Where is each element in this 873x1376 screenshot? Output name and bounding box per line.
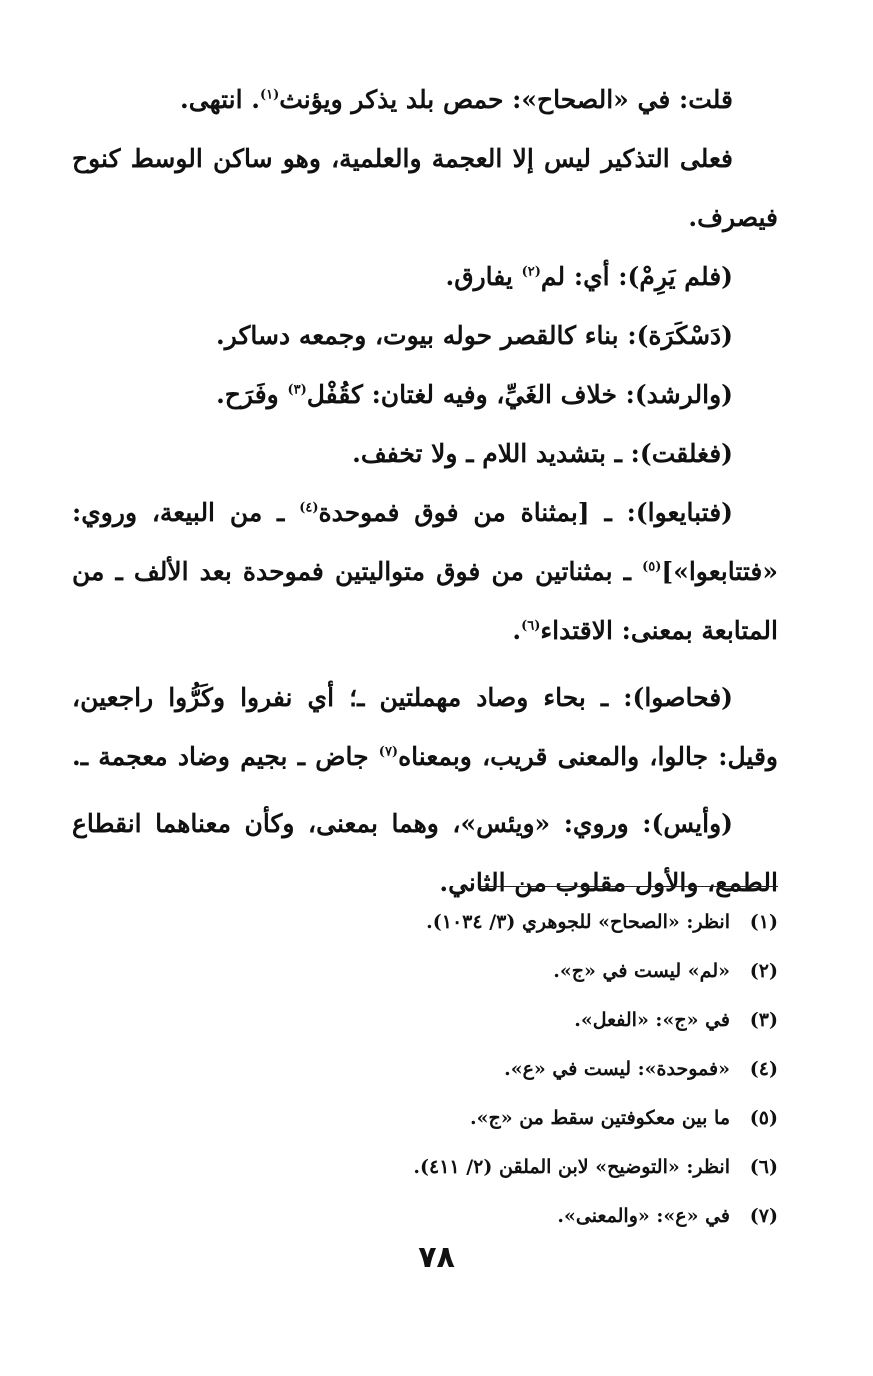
text-line [72,247,778,306]
footnote-number: (٧) [749,1205,778,1227]
text-line [72,483,778,542]
footnote [140,1143,778,1192]
footnote-number: (١) [749,911,778,933]
text-line [72,668,778,727]
footnote-text: في «ج»: «الفعل». [574,1009,730,1031]
line-text: (دَسْكَرَة): بناء كالقصر حوله بيوت، وجمعه دساكر. [216,321,733,350]
footnotes [140,898,778,1241]
footnote-marker: (٢) [521,264,541,280]
text-line [72,365,778,424]
main-text [72,70,778,912]
footnote-text: انظر: «الصحاح» للجوهري (٣/ ١٠٣٤). [426,911,730,933]
footnote-text: «لم» ليست في «ج». [553,960,730,982]
footnote-text: انظر: «التوضيح» لابن الملقن (٢/ ٤١١). [413,1156,730,1178]
text-line [72,794,778,853]
text-line [72,129,778,188]
footnote-marker: (٧) [378,744,399,760]
text-line [72,727,778,786]
line-text: الطمع، والأول مقلوب من الثاني. [439,868,778,897]
footnote-number: (٤) [749,1058,778,1080]
line-text-cont: . [512,616,522,645]
line-text-cont: . انتهى. [180,85,260,114]
footnote-number: (٦) [749,1156,778,1178]
footnote [140,1045,778,1094]
footnote-marker: (٣) [287,382,307,398]
page-number: ٧٨ [418,1240,455,1275]
line-text-cont: ـ بمثناتين من فوق متواليتين فموحدة بعد الألف ـ من [72,557,643,586]
line-text-cont: وفَرَح. [216,380,288,409]
footnote [140,996,778,1045]
footnote-marker: (٤) [299,500,319,516]
footnote-marker: (١) [259,87,280,103]
footnote-marker: (٥) [642,559,662,575]
text-line [72,70,778,129]
footnote-text: «فموحدة»: ليست في «ع». [504,1058,730,1080]
footnote-number: (٥) [749,1107,778,1129]
footnote-number: (٢) [749,960,778,982]
line-text: (وأيس): وروي: «ويئس»، وهما بمعنى، وكأن معناهما انقطاع [72,809,733,838]
line-text-cont: ـ من البيعة، وروي: [72,498,300,527]
footnote-text: في «ع»: «والمعنى». [557,1205,730,1227]
line-text: (والرشد): خلاف الغَيِّ، وفيه لغتان: كقُفْل [306,380,733,409]
paragraph-gap [72,660,778,668]
line-text-cont: جاض ـ بجيم وضاد معجمة ـ. [72,742,379,771]
line-text: وقيل: جالوا، والمعنى قريب، وبمعناه [398,742,778,771]
footnote [140,947,778,996]
line-text: «فتتابعوا»] [661,557,778,586]
footnote [140,898,778,947]
text-line [72,601,778,660]
footnote-marker: (٦) [521,618,541,634]
footnote [140,1094,778,1143]
footnote-separator [478,886,778,887]
text-line [72,542,778,601]
text-line [72,306,778,365]
line-text: فيصرف. [688,203,778,232]
footnote-text: ما بين معكوفتين سقط من «ج». [469,1107,730,1129]
line-text: قلت: في «الصحاح»: حمص بلد يذكر ويؤنث [279,85,733,114]
line-text: (فغلقت): ـ بتشديد اللام ـ ولا تخفف. [352,439,733,468]
text-line [72,188,778,247]
line-text-cont: يفارق. [445,262,522,291]
text-line [72,424,778,483]
line-text: (فلم يَرِمْ): أي: لم [540,262,733,291]
line-text: (فتبايعوا): ـ [بمثناة من فوق فموحدة [318,498,733,527]
line-text: (فحاصوا): ـ بحاء وصاد مهملتين ـ؛ أي نفروا وكَرُّوا راجعين، [72,683,733,712]
footnote-number: (٣) [749,1009,778,1031]
footnote [140,1192,778,1241]
line-text: فعلى التذكير ليس إلا العجمة والعلمية، وهو ساكن الوسط كنوح [72,144,733,173]
paragraph-gap [72,786,778,794]
line-text: المتابعة بمعنى: الاقتداء [540,616,778,645]
